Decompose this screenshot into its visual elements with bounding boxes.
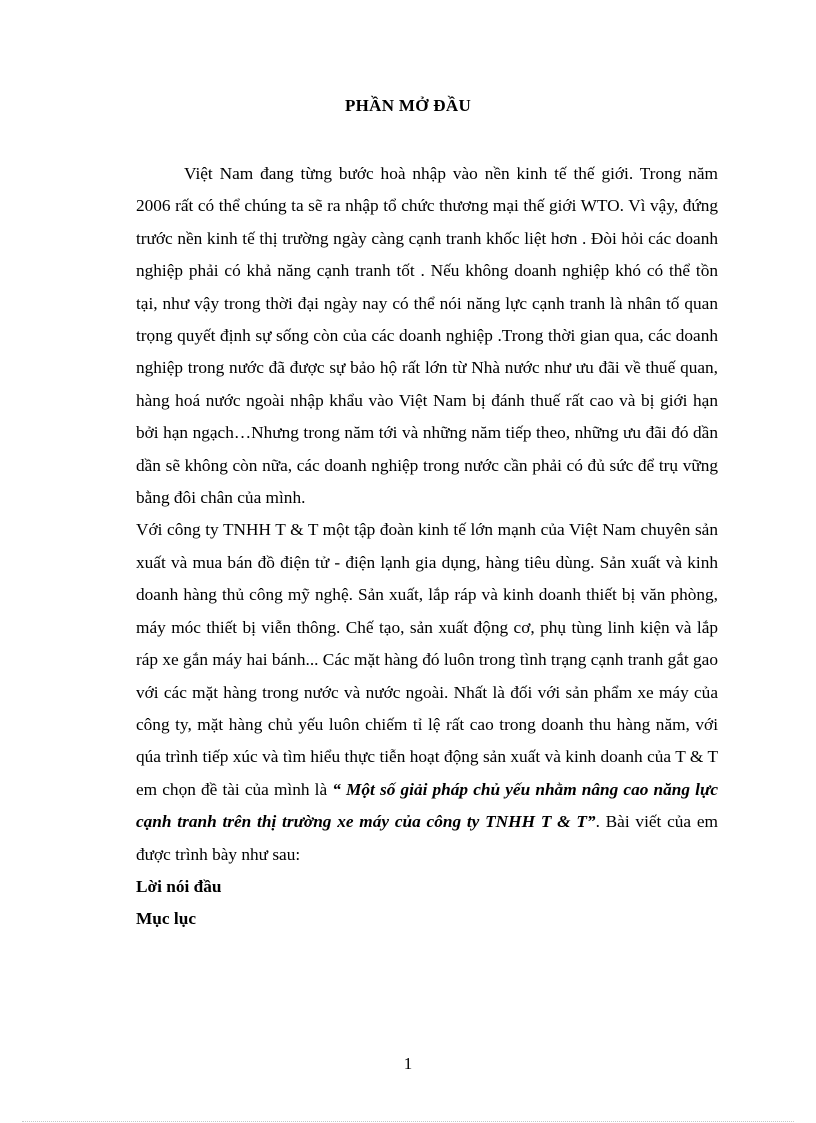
page-bottom-divider (22, 1121, 794, 1122)
paragraph-company-tail: . Bài viết của em được trình bày như sau: (136, 812, 718, 864)
section-heading-preface: Lời nói đầu (136, 876, 222, 896)
section-heading-contents: Mục lục (136, 909, 196, 929)
body-text (136, 158, 718, 936)
thesis-topic: “ Một số giải pháp chủ yếu nhằm nâng cao năng lực cạnh tranh trên thị trường xe máy của công ty TNHH T & T” (136, 779, 718, 832)
paragraph-company-lead: Với công ty TNHH T & T một tập đoàn kinh tế lớn mạnh của Việt Nam chuyên sản xuất và mua bán đồ điện tử - điện lạnh gia dụng, hàng tiêu dùng. Sản xuất và kinh doanh hàng thủ công mỹ nghệ. Sản xuất, lắp ráp và kinh doanh thiết bị văn phòng, máy móc thiết bị viễn thông. Chế tạo, sản xuất động cơ, phụ tùng linh kiện và lắp ráp xe gắn máy hai bánh... Các mặt hàng đó luôn trong tình trạng cạnh tranh gắt gao với các mặt hàng trong nước và nước ngoài. Nhất là đối với sản phẩm xe máy của công ty, mặt hàng chủ yếu luôn chiếm tỉ lệ rất cao trong doanh thu hàng năm, với qúa trình tiếp xúc và tìm hiểu thực tiễn hoạt động sản xuất và kinh doanh của T & T em chọn đề tài của mình là (136, 520, 718, 799)
page-title: PHẦN MỞ ĐẦU (344, 96, 472, 115)
page-number: 1 (403, 1054, 413, 1073)
paragraph-intro: Việt Nam đang từng bước hoà nhập vào nền kinh tế thế giới. Trong năm 2006 rất có thể chúng ta sẽ ra nhập tổ chức thương mại thế giới WTO. Vì vậy, đứng trước nền kinh tế thị trường ngày càng cạnh tranh khốc liệt hơn . Đòi hỏi các doanh nghiệp phải có khả năng cạnh tranh tốt . Nếu không doanh nghiệp khó có thể tồn tại, như vậy trong thời đại ngày nay có thể nói năng lực cạnh tranh là nhân tố quan trọng quyết định sự sống còn của các doanh nghiệp .Trong thời gian qua, các doanh nghiệp trong nước đã được sự bảo hộ rất lớn từ Nhà nước như ưu đãi về thuế quan, hàng hoá nước ngoài nhập khẩu vào Việt Nam bị đánh thuế rất cao và bị giới hạn bởi hạn ngạch…Nhưng trong năm tới và những năm tiếp theo, những ưu đãi đó dần dần sẽ không còn nữa, các doanh nghiệp trong nước cần phải có đủ sức để trụ vững bằng đôi chân của mình. (136, 164, 718, 508)
paragraph-company (136, 514, 718, 870)
